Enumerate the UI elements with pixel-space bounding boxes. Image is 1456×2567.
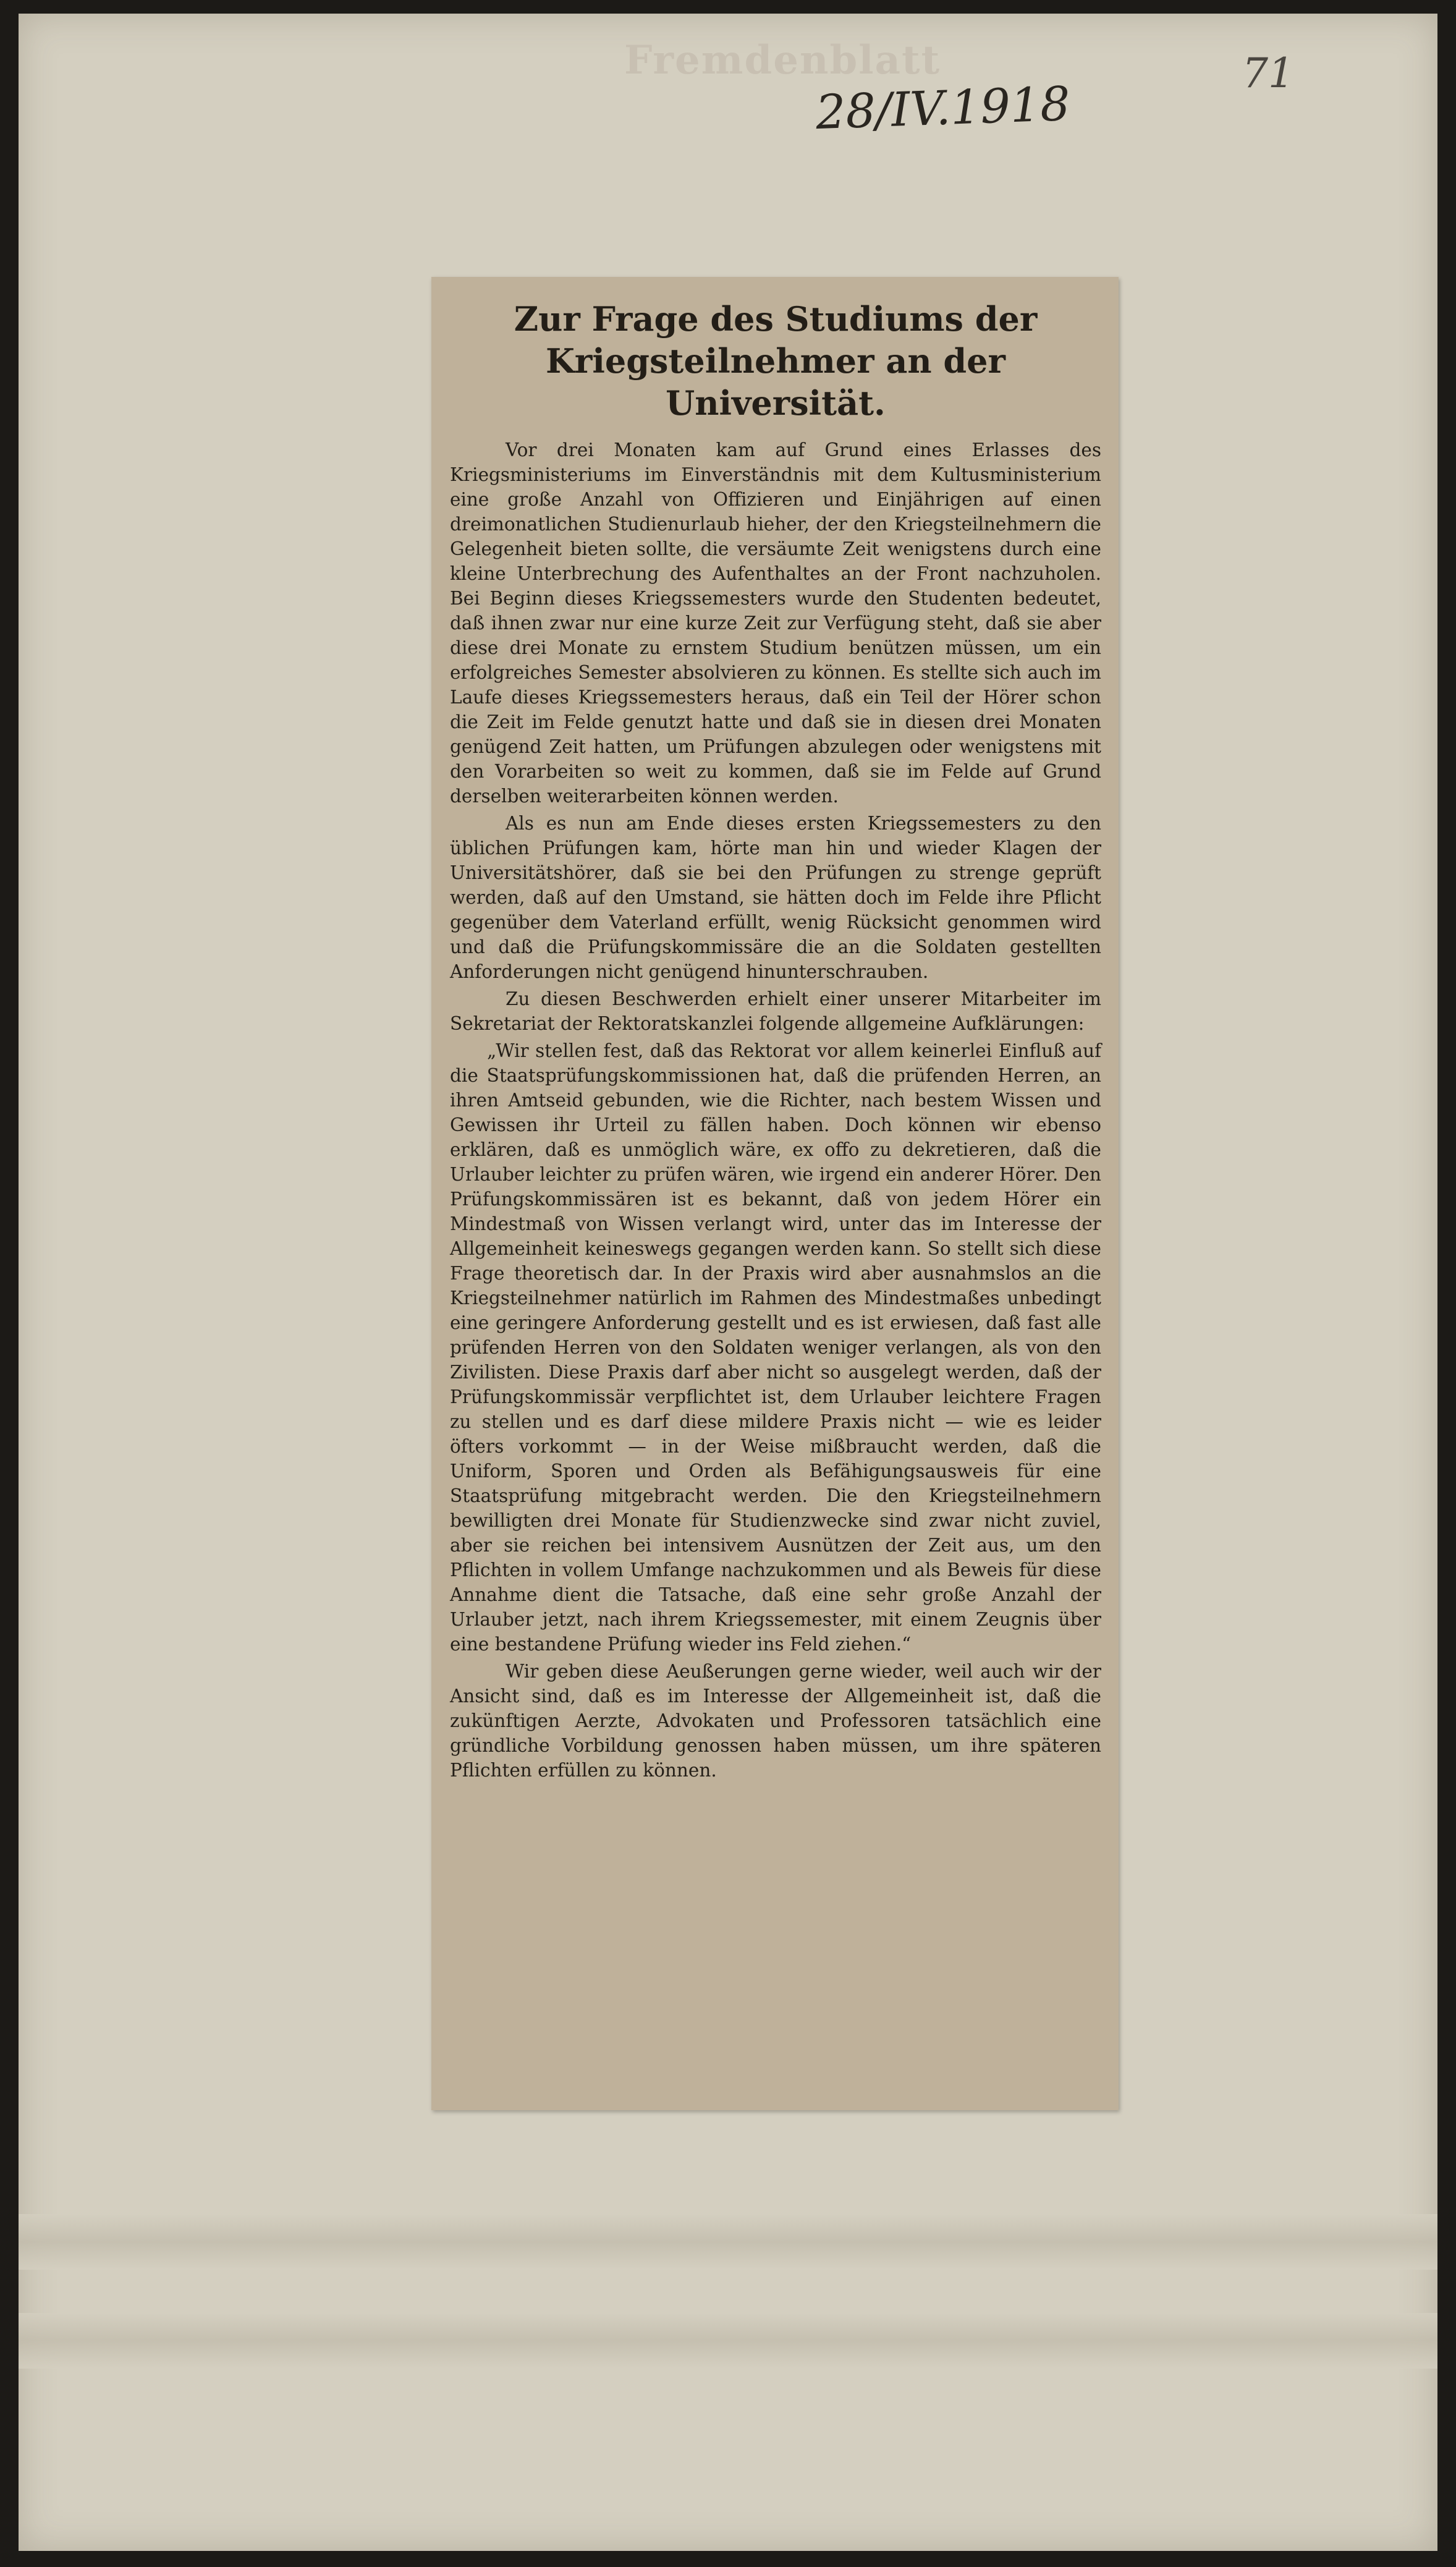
article-paragraph: Vor drei Monaten kam auf Grund eines Erlasses des Kriegsministeriums im Einverständnis mit dem Kultusministerium eine große Anzahl von Offizieren und Einjährigen auf einen dreimonatlichen Studienurlaub hieher, der den Kriegsteilnehmern die Gelegenheit bieten sollte, die versäumte Zeit wenigstens durch eine kleine Unterbrechung des Aufenthaltes an der Front nachzuholen. Bei Beginn dieses Kriegssemesters wurde den Studenten bedeutet, daß ihnen zwar nur eine kurze Zeit zur Verfügung steht, daß sie aber diese drei Monate zu ernstem Studium benützen müssen, um ein erfolgreiches Semester absolvieren zu können. Es stellte sich auch im Laufe dieses Kriegssemesters heraus, daß ein Teil der Hörer schon die Zeit im Felde genutzt hatte und daß sie in diesen drei Monaten genügend Zeit hatten, um Prüfungen abzulegen oder wenigstens mit den Vorarbeiten so weit zu kommen, daß sie im Felde auf Grund derselben weiterarbeiten können werden. <box>450 439 1101 807</box>
handwritten-date: 28/IV.1918 <box>815 75 1071 140</box>
newspaper-stamp: Fremdenblatt <box>624 37 941 83</box>
article-headline: Zur Frage des Studiums der Kriegsteilnehmer an der Universität. <box>514 299 1038 423</box>
article-paragraph: Zu diesen Beschwerden erhielt einer unserer Mitarbeiter im Sekretariat der Rektoratskanzlei folgende allgemeine Aufklärungen: <box>450 988 1101 1034</box>
article-paragraph: Wir geben diese Aeußerungen gerne wieder, weil auch wir der Ansicht sind, daß es im Interesse der Allgemeinheit ist, daß die zukünftigen Aerzte, Advokaten und Professoren tatsächlich eine gründliche Vorbildung genossen haben müssen, um ihre späteren Pflichten erfüllen zu können. <box>450 1661 1101 1781</box>
article-paragraph: Als es nun am Ende dieses ersten Kriegssemesters zu den üblichen Prüfungen kam, hörte man hin und wieder Klagen der Universitätshörer, daß sie bei den Prüfungen zu strenge geprüft werden, daß auf den Umstand, sie hätten doch im Felde ihre Pflicht gegenüber dem Vaterland erfüllt, wenig Rücksicht genommen wird und daß die Prüfungskommissäre die an die Soldaten gestellten Anforderungen nicht genügend hinunterschrauben. <box>450 813 1101 982</box>
newspaper-clipping <box>431 277 1119 2110</box>
article-quote: „Wir stellen fest, daß das Rektorat vor allem keinerlei Einfluß auf die Staatsprüfungskommissionen hat, daß die prüfenden Herren, an ihren Amtseid gebunden, wie die Richter, nach bestem Wissen und Gewissen ihr Urteil zu fällen haben. Doch können wir ebenso erklären, daß es unmöglich wäre, ex offo zu dekretieren, daß die Urlauber leichter zu prüfen wären, wie irgend ein anderer Hörer. Den Prüfungskommissären ist es bekannt, daß von jedem Hörer ein Mindestmaß von Wissen verlangt wird, unter das im Interesse der Allgemeinheit keineswegs gegangen werden kann. So stellt sich diese Frage theoretisch dar. In der Praxis wird aber ausnahmslos an die Kriegsteilnehmer natürlich im Rahmen des Mindestmaßes unbedingt eine geringere Anforderung gestellt und es ist erwiesen, daß fast alle prüfenden Herren von den Soldaten weniger verlangen, als von den Zivilisten. Diese Praxis darf aber nicht so ausgelegt werden, daß der Prüfungskommissär verpflichtet ist, dem Urlauber leichtere Fragen zu stellen und es darf diese mildere Praxis nicht — wie es leider öfters vorkommt — in der Weise mißbraucht werden, daß die Uniform, Sporen und Orden als Befähigungsausweis für eine Staatsprüfung mitgebracht werden. Die den Kriegsteilnehmern bewilligten drei Monate für Studienzwecke sind zwar nicht zuviel, aber sie reichen bei intensivem Ausnützen der Zeit aus, um den Pflichten in vollem Umfange nachzukommen und als Beweis für diese Annahme dient die Tatsache, daß eine sehr große Anzahl der Urlauber jetzt, nach ihrem Kriegssemester, mit einem Zeugnis über eine bestandene Prüfung wieder ins Feld ziehen.“ <box>450 1040 1101 1655</box>
paper-fold <box>19 2214 1437 2270</box>
archive-number: 71 <box>1242 49 1294 97</box>
paper-fold <box>19 2313 1437 2369</box>
